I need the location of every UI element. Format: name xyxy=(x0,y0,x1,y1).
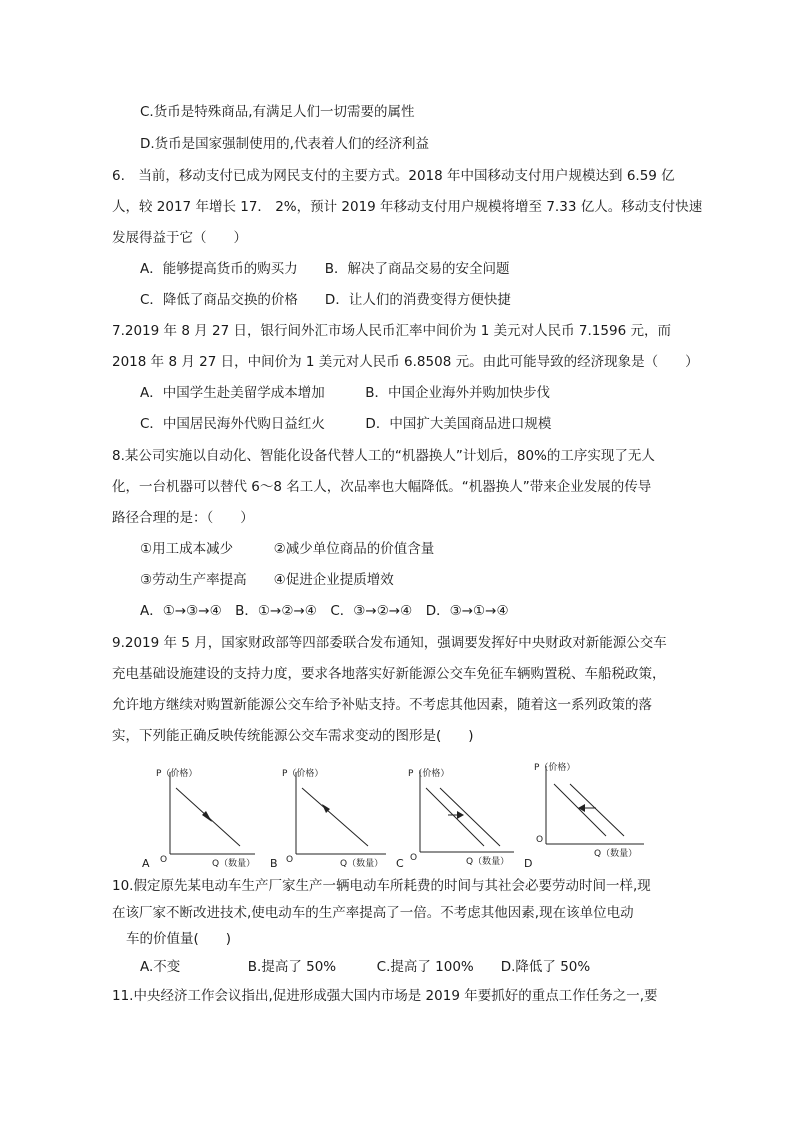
q8-items-row-2: ③劳动生产率提高 ④促进企业提质增效 xyxy=(140,572,394,588)
q10-stem-line-1: 10.假定原先某电动车生产厂家生产一辆电动车所耗费的时间与其社会必要劳动时间一样,现 xyxy=(112,878,651,894)
q10-stem-line-3: 车的价值量( ) xyxy=(126,931,232,947)
demand-graph-b-svg xyxy=(268,762,393,872)
x-axis-label: Q（数量） xyxy=(594,849,638,859)
q7-options-row-1: A．中国学生赴美留学成本增加 B．中国企业海外并购加快步伐 xyxy=(140,385,550,401)
q8-items-row-1: ①用工成本减少 ②减少单位商品的价值含量 xyxy=(140,541,435,557)
q10-options: A.不变 B.提高了 50% C.提高了 100% D.降低了 50% xyxy=(140,959,591,975)
q7-options-row-2: C．中国居民海外代购日益红火 D．中国扩大美国商品进口规模 xyxy=(140,416,552,432)
demand-graph-d-svg xyxy=(520,756,650,866)
y-axis-label: P（价格） xyxy=(408,769,450,779)
q5-option-d: D.货币是国家强制使用的,代表着人们的经济利益 xyxy=(140,136,429,152)
x-axis-label: Q（数量） xyxy=(212,859,256,869)
graph-a-letter: A xyxy=(142,857,150,870)
q8-stem-line-1: 8.某公司实施以自动化、智能化设备代替人工的“机器换人”计划后，80%的工序实现了无人 xyxy=(112,448,655,464)
demand-graph-d xyxy=(520,756,650,866)
q6-stem-line-3: 发展得益于它（ ） xyxy=(112,230,247,246)
q6-stem-line-1: 6. 当前，移动支付已成为网民支付的主要方式。2018 年中国移动支付用户规模达到 6.59 亿 xyxy=(112,168,675,184)
q9-stem-line-3: 允许地方继续对购置新能源公交车给予补贴支持。不考虑其他因素，随着这一系列政策的落 xyxy=(112,697,652,713)
q6-stem-line-2: 人，较 2017 年增长 17． 2%，预计 2019 年移动支付用户规模将增至 7.33 亿人。移动支付快速 xyxy=(112,199,703,215)
x-axis-label: Q（数量） xyxy=(340,859,384,869)
demand-curve-1 xyxy=(554,784,606,836)
q11-stem-line-1: 11.中央经济工作会议指出,促进形成强大国内市场是 2019 年要抓好的重点工作任务之一,要 xyxy=(112,988,658,1004)
q10-stem-line-2: 在该厂家不断改进技术,使电动车的生产率提高了一倍。不考虑其他因素,现在该单位电动 xyxy=(112,905,634,921)
q5-option-c: C.货币是特殊商品,有满足人们一切需要的属性 xyxy=(140,104,415,120)
q9-stem-line-2: 充电基础设施建设的支持力度，要求各地落实好新能源公交车免征车辆购置税、车船税政策， xyxy=(112,666,666,682)
arrow-right-icon xyxy=(457,811,464,819)
y-axis-label: P（价格） xyxy=(156,769,198,779)
q9-stem-line-4: 实，下列能正确反映传统能源公交车需求变动的图形是( ) xyxy=(112,728,474,744)
q6-options-row-1: A．能够提高货币的购买力 B．解决了商品交易的安全问题 xyxy=(140,261,510,277)
origin-label: O xyxy=(410,853,418,863)
origin-label: O xyxy=(160,855,168,865)
demand-curve-1 xyxy=(426,788,484,846)
demand-graph-b xyxy=(268,762,393,872)
y-axis-label: P（价格） xyxy=(282,769,324,779)
graph-b-letter: B xyxy=(270,857,278,870)
q7-stem-line-1: 7.2019 年 8 月 27 日，银行间外汇市场人民币汇率中间价为 1 美元对人民币 7.1596 元，而 xyxy=(112,323,671,339)
q8-options: A．①→③→④ B．①→②→④ C．③→②→④ D．③→①→④ xyxy=(140,603,509,619)
origin-label: O xyxy=(286,855,294,865)
q6-options-row-2: C．降低了商品交换的价格 D．让人们的消费变得方便快捷 xyxy=(140,292,511,308)
q8-stem-line-3: 路径合理的是：（ ） xyxy=(112,510,254,526)
demand-graph-c xyxy=(396,760,521,870)
demand-curve-2 xyxy=(440,788,500,846)
demand-curve xyxy=(302,788,368,846)
graph-c-letter: C xyxy=(396,857,404,870)
graph-d-letter: D xyxy=(524,857,533,870)
q7-stem-line-2: 2018 年 8 月 27 日，中间价为 1 美元对人民币 6.8508 元。由此可能导致的经济现象是（ ） xyxy=(112,354,699,370)
demand-graph-a xyxy=(140,762,260,872)
q9-stem-line-1: 9.2019 年 5 月，国家财政部等四部委联合发布通知，强调要发挥好中央财政对新能源公交车 xyxy=(112,635,667,651)
demand-graph-a-svg xyxy=(140,762,260,872)
y-axis-label: P（价格） xyxy=(534,763,576,773)
demand-curve-2 xyxy=(570,784,624,836)
demand-graph-c-svg xyxy=(396,760,521,870)
q8-stem-line-2: 化，一台机器可以替代 6～8 名工人，次品率也大幅降低。“机器换人”带来企业发展的传导 xyxy=(112,479,652,495)
x-axis-label: Q（数量） xyxy=(466,857,510,867)
origin-label: O xyxy=(536,835,544,845)
